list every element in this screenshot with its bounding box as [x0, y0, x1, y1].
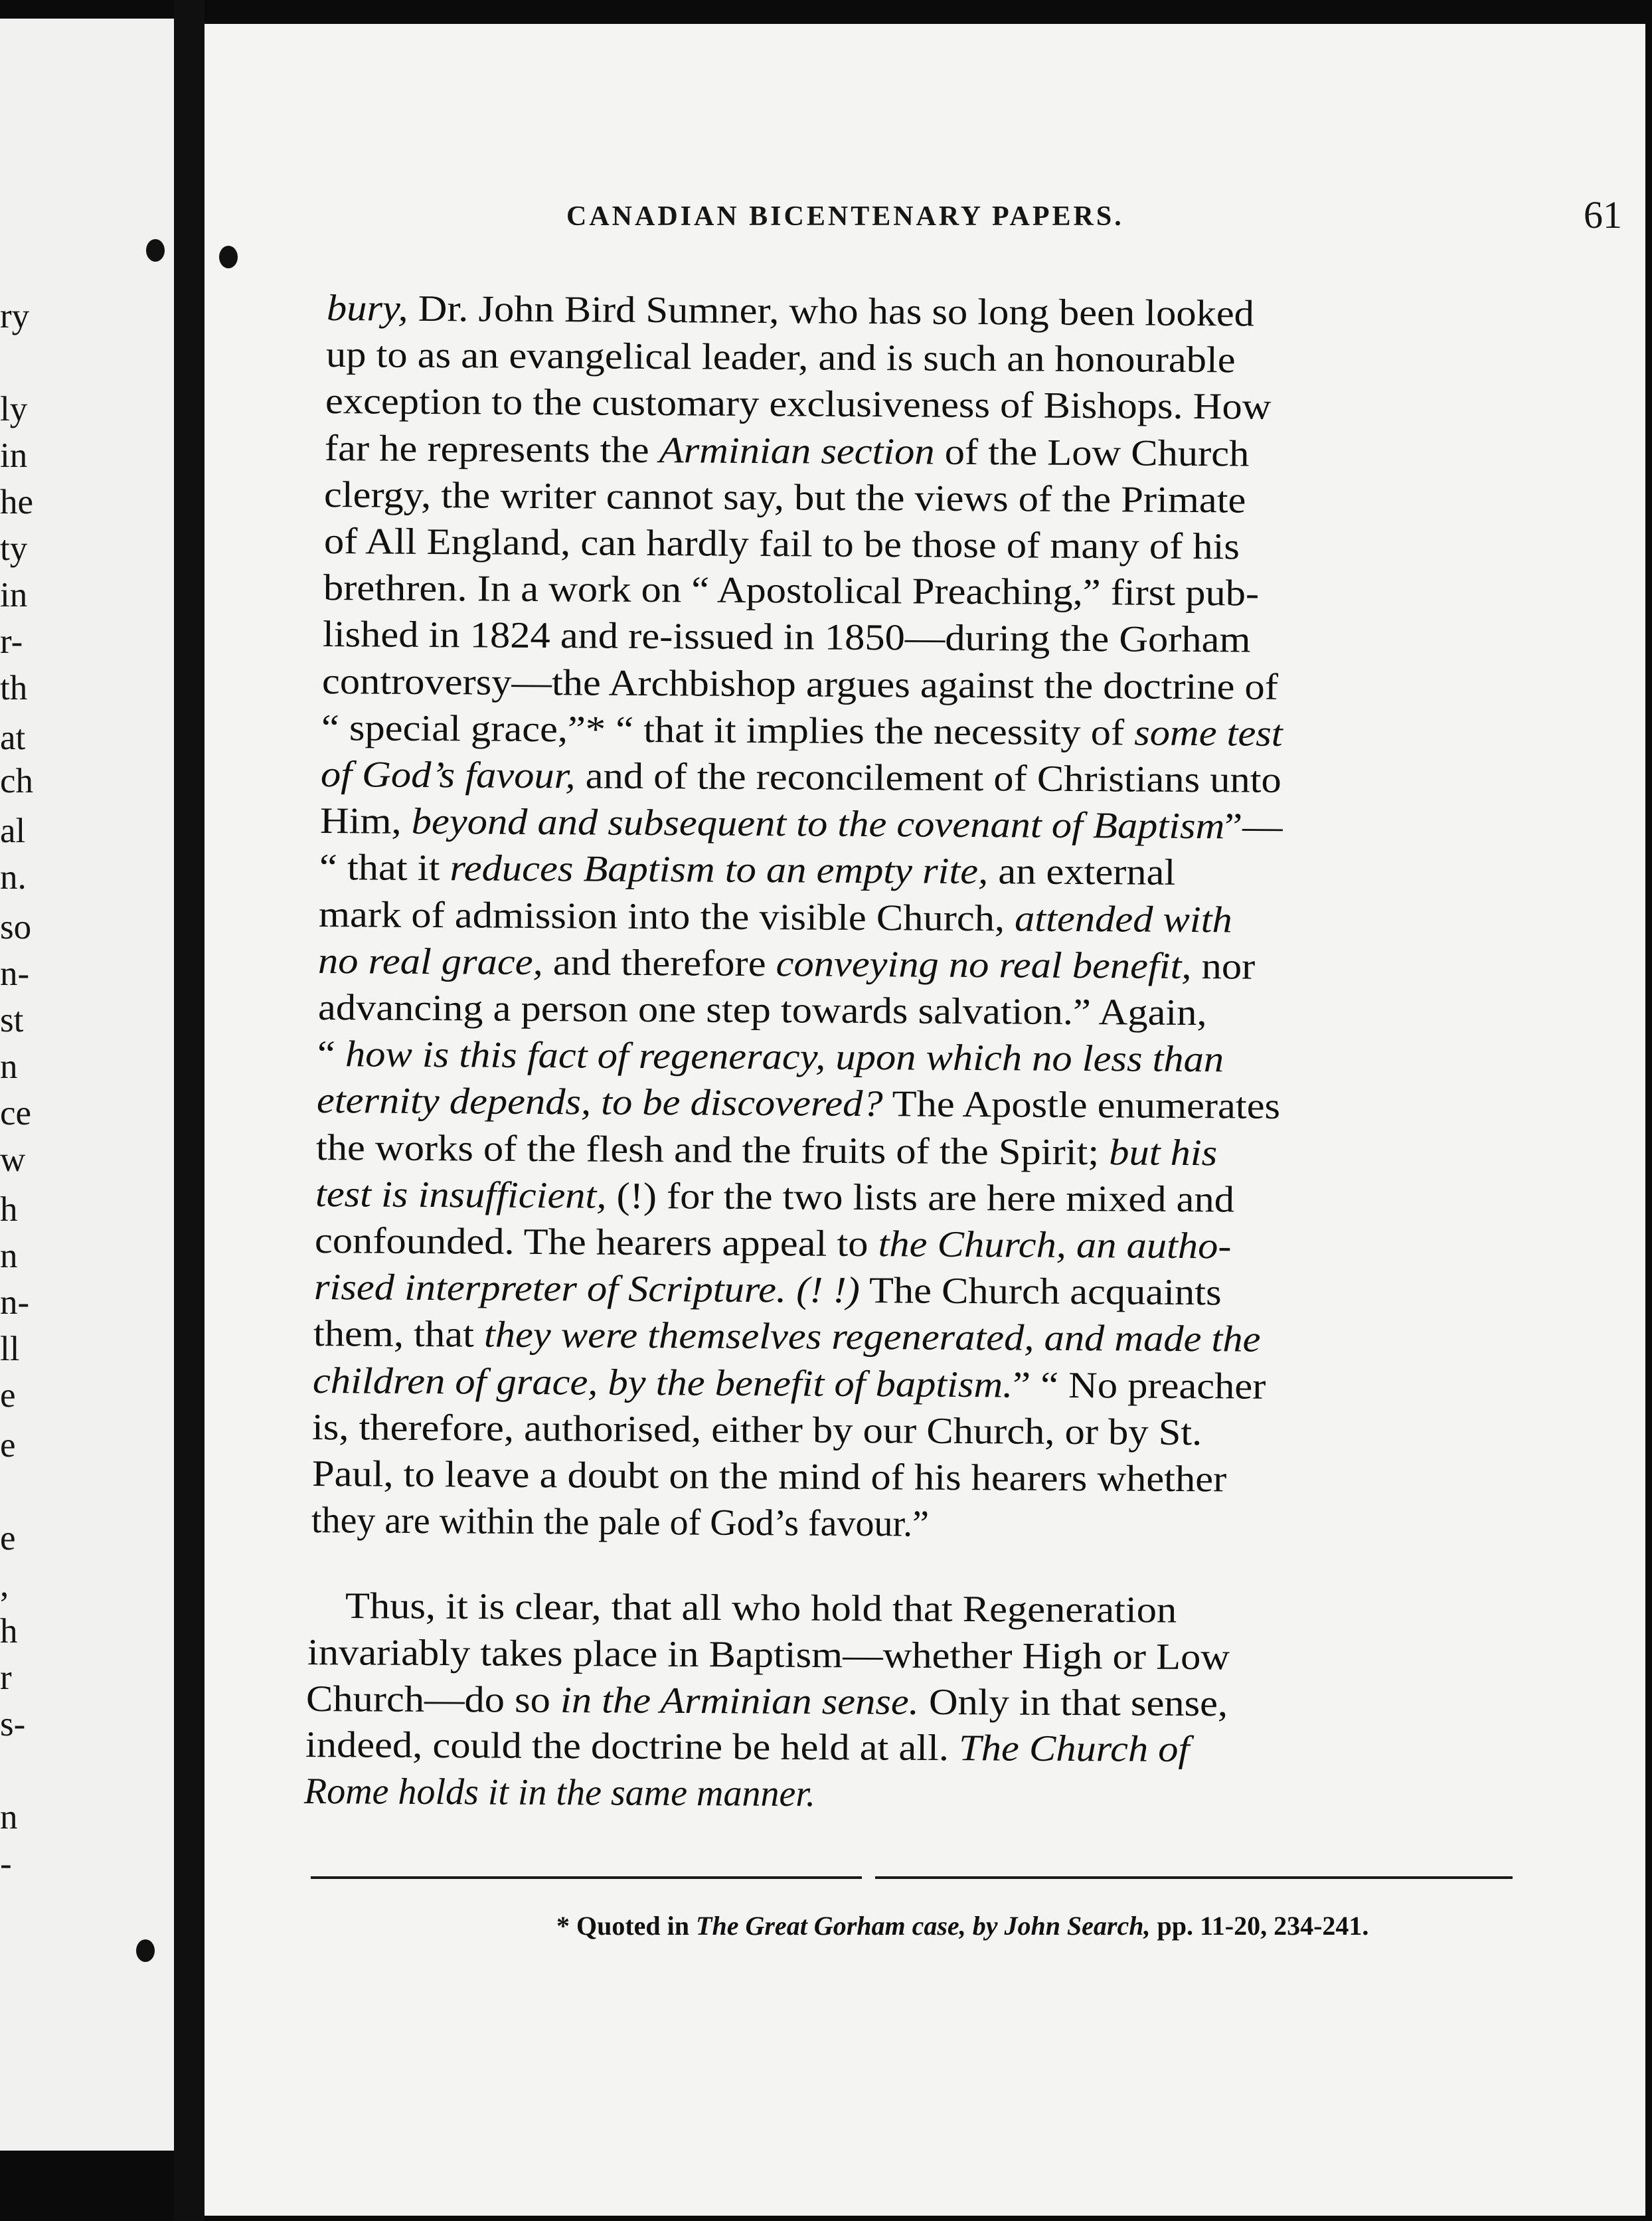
left-page-fragment-text: w [0, 1140, 26, 1179]
roman-text: “ that it [319, 847, 450, 889]
roman-text: (!) for the two lists are here mixed and [606, 1175, 1235, 1221]
roman-text: ”— [1224, 806, 1283, 848]
running-head: CANADIAN BICENTENARY PAPERS. [566, 201, 1124, 232]
roman-text: them, that [313, 1313, 485, 1356]
text-line [315, 1222, 1232, 1265]
left-page-fragment-text: n [0, 1798, 18, 1836]
text-line [313, 1362, 1266, 1405]
left-page-fragment-text: so [0, 908, 32, 946]
italic-text: Arminian section [659, 429, 936, 473]
roman-text: “ special grace,”* “ that it implies the necessity of [321, 707, 1135, 754]
roman-text: mark of admission into the visible Church, [319, 893, 1015, 939]
roman-text: far he represents the [325, 427, 660, 471]
text-line [315, 1173, 1235, 1221]
footnote-title: The Great Gorham case, by John Search, [696, 1911, 1151, 1941]
left-page-fragment-text: , [0, 1565, 9, 1604]
text-line [318, 942, 1256, 986]
text-line [321, 709, 1283, 753]
book-page [205, 24, 1645, 2216]
text-line [323, 616, 1251, 659]
text-line [311, 1502, 928, 1543]
italic-text: reduces Baptism to an empty rite, [450, 847, 989, 893]
left-page-fragment [0, 19, 174, 2151]
roman-text: lished in 1824 and re-issued in 1850—during the Gorham [322, 614, 1251, 661]
text-line [313, 1313, 1261, 1361]
roman-text: “ [317, 1033, 345, 1075]
left-page-fragment-text: e [0, 1519, 16, 1557]
text-line [312, 1406, 1202, 1453]
roman-text: of All England, can hardly fail to be those of many of his [323, 521, 1240, 568]
roman-text: confounded. The hearers appeal to [314, 1220, 878, 1265]
roman-text: ” “ No preacher [1013, 1364, 1266, 1407]
text-line [327, 290, 1254, 333]
roman-text: clergy, the writer cannot say, but the views of the Primate [324, 474, 1246, 521]
left-page-fragment-text: ry [0, 297, 30, 335]
left-page-fragment-text: e [0, 1426, 16, 1465]
text-line [319, 847, 1176, 894]
italic-text: children of grace, by the benefit of baptism. [313, 1360, 1013, 1406]
italic-text: some test [1133, 712, 1283, 755]
italic-text: no real grace, [318, 940, 544, 983]
footnote-rule-right [875, 1876, 1513, 1879]
roman-text: brethren. In a work on “ Apostolical Preaching,” first pub- [323, 567, 1259, 614]
binding-hole [146, 239, 165, 262]
left-page-fragment-text: n- [0, 1283, 30, 1322]
left-page-fragment-text: n [0, 1047, 18, 1086]
left-page-fragment-text: at [0, 719, 26, 757]
roman-text: is, therefore, authorised, either by our Church, or by St. [312, 1406, 1202, 1453]
text-line [304, 1773, 815, 1813]
italic-text: The Church of [958, 1728, 1189, 1771]
left-page-fragment-text: n [0, 1237, 18, 1275]
roman-text: the works of the flesh and the fruits of the Spirit; [315, 1126, 1110, 1173]
left-page-fragment-text: r- [0, 622, 23, 661]
italic-text: attended with [1015, 897, 1233, 940]
text-line [323, 521, 1240, 568]
roman-text: they are within the pale of God’s favour.” [311, 1500, 929, 1545]
italic-text: eternity depends, to be discovered? [316, 1080, 883, 1125]
footnote-rule-left [311, 1876, 862, 1879]
left-page-fragment-text: ll [0, 1330, 20, 1368]
footnote-prefix: Quoted in [576, 1911, 697, 1941]
text-line [345, 1587, 1177, 1629]
roman-text: Church—do so [305, 1678, 561, 1721]
left-page-fragment-text: e [0, 1376, 16, 1415]
left-page-fragment-text: ce [0, 1094, 32, 1132]
text-line [305, 1724, 1189, 1771]
roman-text: exception to the customary exclusiveness of Bishops. How [325, 381, 1272, 428]
left-page-fragment-text: st [0, 1001, 24, 1039]
roman-text: indeed, could the doctrine be held at all. [305, 1724, 959, 1769]
roman-text: and therefore [542, 941, 777, 985]
text-line [324, 476, 1246, 519]
roman-text: up to as an evangelical leader, and is such an honourable [325, 334, 1236, 381]
binding-hole [136, 1939, 155, 1962]
left-page-fragment-text: n. [0, 858, 27, 897]
text-line [306, 1680, 1228, 1722]
roman-text: Thus, it is clear, that all who hold that Regeneration [345, 1585, 1177, 1631]
italic-text: but his [1108, 1131, 1218, 1174]
roman-text: and of the reconcilement of Christians unto [575, 755, 1281, 801]
text-line [316, 1080, 1280, 1128]
text-line [321, 756, 1281, 799]
text-line [313, 1267, 1222, 1314]
text-line [326, 336, 1236, 379]
footnote [556, 1910, 1368, 1941]
roman-text: of the Low Church [934, 431, 1250, 475]
italic-text: bury, [326, 288, 408, 329]
page-header [566, 193, 1622, 239]
footnote-marker: * [556, 1911, 576, 1941]
italic-text: the Church, an autho- [878, 1223, 1232, 1267]
roman-text: The Apostle enumerates [882, 1083, 1280, 1128]
roman-text: Dr. John Bird Sumner, who has so long been looked [408, 288, 1255, 335]
text-line [317, 1033, 1224, 1081]
left-page-fragment-text: in [0, 576, 28, 614]
book-gutter [174, 0, 205, 2221]
italic-text: rised interpreter of Scripture. (! !) [313, 1267, 861, 1312]
text-line [325, 383, 1272, 426]
left-page-fragment-text: ch [0, 762, 34, 800]
text-line [321, 660, 1278, 708]
roman-text: Him, [319, 800, 412, 843]
left-page-fragment-text: ty [0, 529, 28, 568]
text-line [307, 1631, 1230, 1678]
left-page-fragment-text: - [0, 1844, 12, 1883]
binding-hole [219, 246, 238, 268]
text-line [311, 1455, 1226, 1498]
left-page-fragment-text: ly [0, 390, 28, 428]
roman-text: nor [1191, 945, 1256, 988]
text-line [325, 427, 1250, 475]
italic-text: in the Arminian sense. [560, 1679, 919, 1723]
roman-text: controversy—the Archbishop argues against the doctrine of [321, 660, 1278, 708]
text-line [315, 1126, 1218, 1174]
italic-text: test is insufficient, [315, 1173, 607, 1217]
text-line [319, 800, 1283, 848]
text-line [323, 569, 1258, 612]
left-page-fragment-text: h [0, 1612, 18, 1650]
italic-text: they were themselves regenerated, and made the [483, 1314, 1261, 1361]
roman-text: The Church acquaints [859, 1270, 1222, 1314]
text-line [319, 893, 1233, 940]
roman-text: an external [988, 851, 1176, 894]
page-number: 61 [1584, 193, 1622, 236]
left-page-fragment-text: th [0, 669, 28, 707]
left-page-fragment-text: n- [0, 954, 30, 993]
left-page-fragment-text: r [0, 1658, 12, 1697]
footnote-pages: pp. 11-20, 234-241. [1150, 1911, 1369, 1941]
roman-text: advancing a person one step towards salvation.” Again, [317, 987, 1207, 1034]
italic-text: beyond and subsequent to the covenant of Baptism [411, 801, 1225, 847]
text-line [317, 987, 1207, 1034]
left-page-fragment-text: in [0, 436, 28, 475]
roman-text: invariably takes place in Baptism—whether High or Low [307, 1631, 1230, 1678]
roman-text: Paul, to leave a doubt on the mind of his hearers whether [311, 1453, 1226, 1500]
left-page-fragment-text: h [0, 1190, 18, 1229]
left-page-fragment-text: s- [0, 1705, 26, 1743]
left-page-fragment-text: al [0, 812, 26, 850]
roman-text: Only in that sense, [918, 1681, 1228, 1724]
italic-text: of God’s favour, [320, 754, 576, 797]
italic-text: how is this fact of regeneracy, upon which no less than [345, 1033, 1224, 1081]
left-page-fragment-text: he [0, 483, 34, 521]
italic-text: conveying no real benefit, [776, 943, 1193, 987]
italic-text: Rome holds it in the same manner. [303, 1771, 816, 1815]
